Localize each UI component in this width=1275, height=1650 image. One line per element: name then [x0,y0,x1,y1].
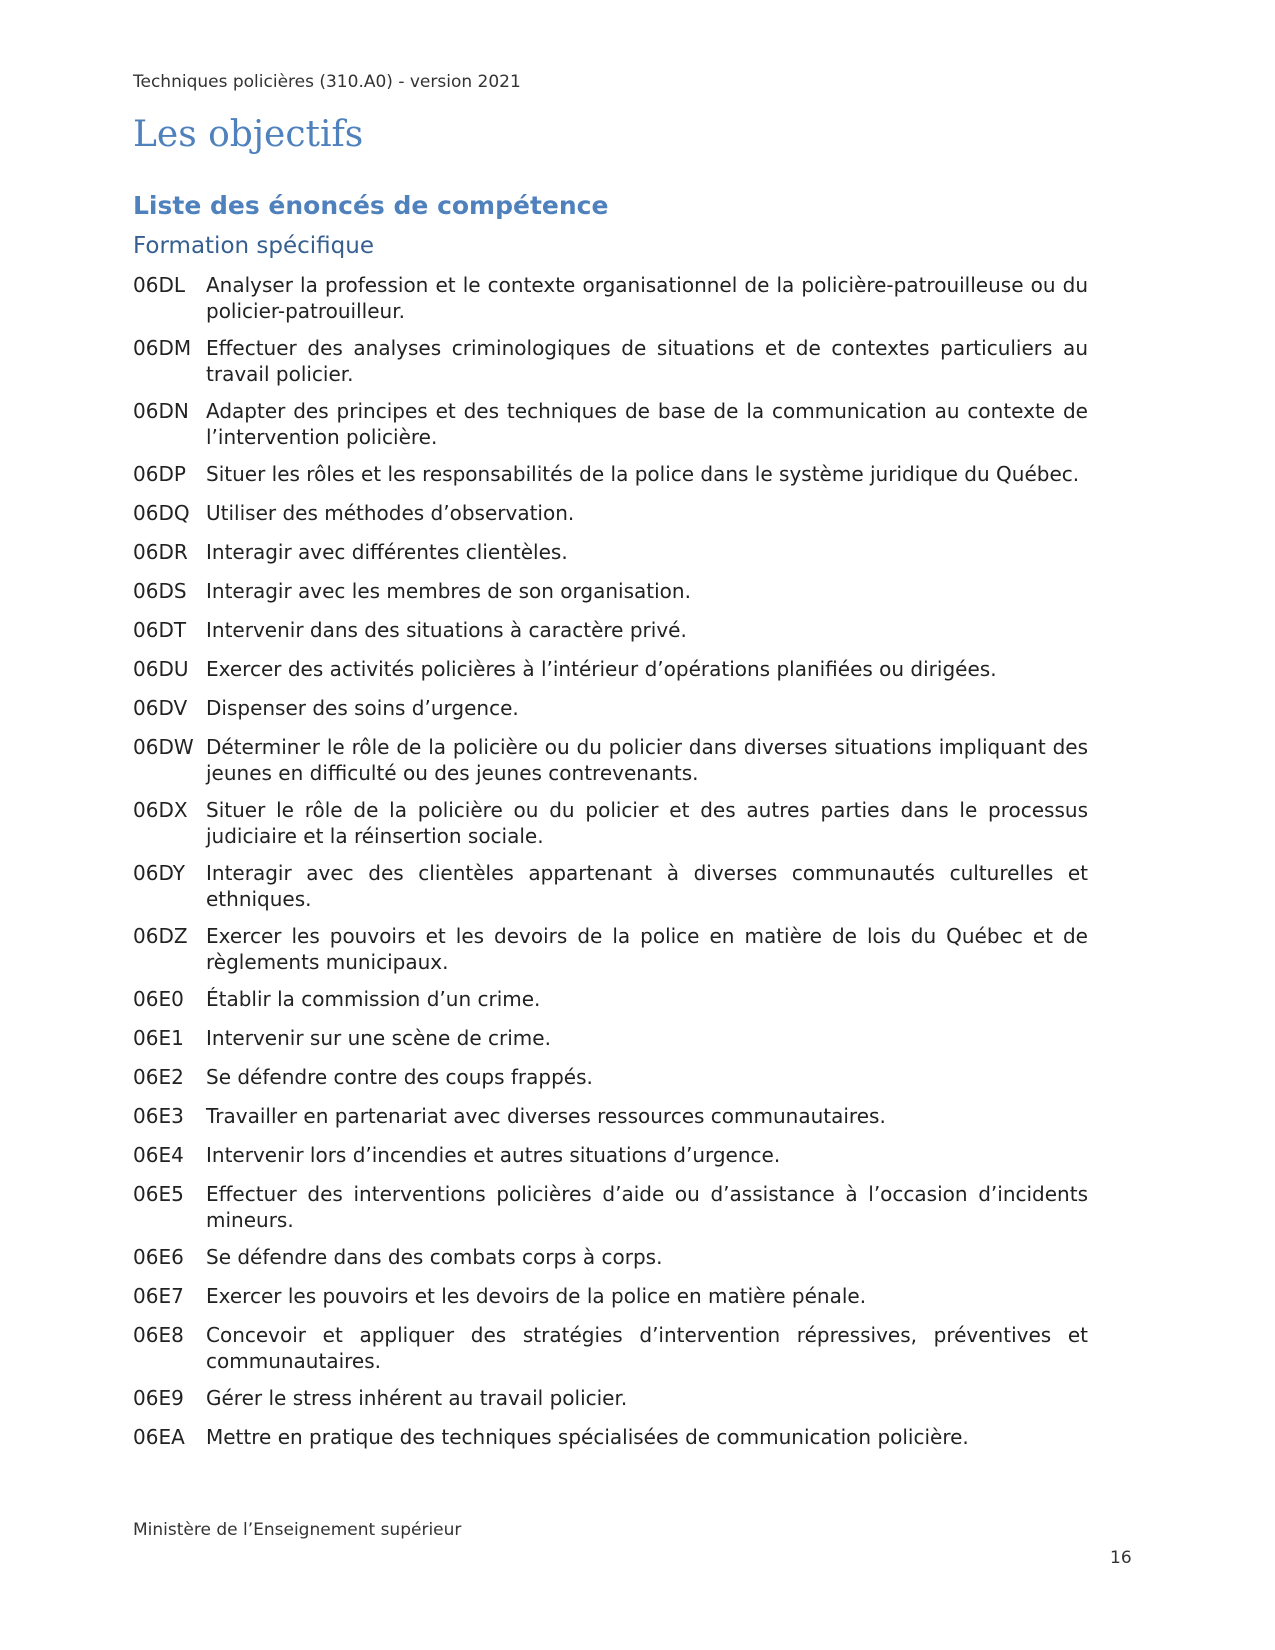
competency-code: 06DQ [133,501,190,525]
competency-text: Exercer les pouvoirs et les devoirs de la police en matière pénale. [206,1284,867,1308]
competency-item [133,335,1088,387]
competency-code: 06DV [133,696,188,720]
competency-item [133,578,1088,604]
competency-code: 06E8 [133,1323,184,1347]
competency-item [133,1283,1088,1309]
competency-code: 06DS [133,579,187,603]
competency-text: Effectuer des interventions policières d’aide ou d’assistance à l’occasion d’incidents mineurs. [206,1182,1088,1232]
competency-item [133,1064,1088,1090]
page-footer: Ministère de l’Enseignement supérieur [133,1520,462,1540]
competency-text: Se défendre dans des combats corps à corps. [206,1245,663,1269]
competency-code: 06DT [133,618,187,642]
competency-text: Exercer les pouvoirs et les devoirs de la police en matière de lois du Québec et de règlements municipaux. [206,924,1088,974]
competency-item [133,1322,1088,1374]
competency-code: 06E6 [133,1245,184,1269]
competency-text: Utiliser des méthodes d’observation. [206,501,575,525]
competency-code: 06E7 [133,1284,184,1308]
competency-text: Travailler en partenariat avec diverses ressources communautaires. [206,1104,886,1128]
competency-item [133,860,1088,912]
section-heading: Liste des énoncés de compétence [133,191,609,220]
competency-text: Mettre en pratique des techniques spécialisées de communication policière. [206,1425,969,1449]
competency-text: Effectuer des analyses criminologiques de situations et de contextes particuliers au travail policier. [206,336,1088,386]
competency-code: 06E9 [133,1386,184,1410]
competency-code: 06DL [133,273,185,297]
competency-item [133,1103,1088,1129]
competency-item [133,695,1088,721]
competency-item [133,398,1088,450]
competency-text: Adapter des principes et des techniques de base de la communication au contexte de l’intervention policière. [206,399,1088,449]
competency-text: Dispenser des soins d’urgence. [206,696,519,720]
competency-code: 06DN [133,399,189,423]
competency-item [133,617,1088,643]
competency-text: Établir la commission d’un crime. [206,987,541,1011]
competency-text: Déterminer le rôle de la policière ou du policier dans diverses situations impliquant des jeunes en difficulté ou des jeunes contrevenants. [206,735,1088,785]
competency-item [133,272,1088,324]
competency-item [133,1025,1088,1051]
competency-code: 06E1 [133,1026,184,1050]
competency-item [133,1142,1088,1168]
page-number: 16 [1110,1548,1132,1568]
competency-code: 06E3 [133,1104,184,1128]
competency-item [133,1181,1088,1233]
running-header: Techniques policières (310.A0) - version 2021 [133,72,521,92]
competency-text: Interagir avec différentes clientèles. [206,540,568,564]
competency-code: 06DZ [133,924,188,948]
competency-code: 06E0 [133,987,184,1011]
section-subheading: Formation spécifique [133,233,374,259]
competency-code: 06E4 [133,1143,184,1167]
competency-code: 06DM [133,336,192,360]
competency-text: Situer les rôles et les responsabilités de la police dans le système juridique du Québec. [206,462,1080,486]
competency-code: 06DX [133,798,188,822]
competency-text: Exercer des activités policières à l’intérieur d’opérations planifiées ou dirigées. [206,657,997,681]
competency-item [133,461,1088,487]
competency-code: 06E5 [133,1182,184,1206]
competency-item [133,1244,1088,1270]
competency-code: 06DY [133,861,185,885]
competency-code: 06DR [133,540,188,564]
competency-text: Gérer le stress inhérent au travail policier. [206,1386,628,1410]
competency-text: Se défendre contre des coups frappés. [206,1065,593,1089]
competency-code: 06DW [133,735,194,759]
competency-item [133,500,1088,526]
competency-list [133,272,1088,1463]
competency-item [133,1385,1088,1411]
competency-code: 06E2 [133,1065,184,1089]
competency-text: Interagir avec des clientèles appartenant à diverses communautés culturelles et ethniques. [206,861,1088,911]
competency-item [133,923,1088,975]
competency-item [133,539,1088,565]
competency-item [133,734,1088,786]
competency-text: Situer le rôle de la policière ou du policier et des autres parties dans le processus judiciaire et la réinsertion sociale. [206,798,1088,848]
competency-item [133,1424,1088,1450]
competency-text: Interagir avec les membres de son organisation. [206,579,691,603]
competency-code: 06EA [133,1425,185,1449]
competency-item [133,986,1088,1012]
competency-code: 06DP [133,462,186,486]
competency-text: Intervenir sur une scène de crime. [206,1026,551,1050]
competency-text: Analyser la profession et le contexte organisationnel de la policière-patrouilleuse ou du policier-patrouilleur. [206,273,1088,323]
competency-item [133,656,1088,682]
competency-text: Concevoir et appliquer des stratégies d’intervention répressives, préventives et communautaires. [206,1323,1088,1373]
competency-item [133,797,1088,849]
page-title: Les objectifs [133,114,364,155]
competency-text: Intervenir lors d’incendies et autres situations d’urgence. [206,1143,781,1167]
competency-text: Intervenir dans des situations à caractère privé. [206,618,687,642]
competency-code: 06DU [133,657,189,681]
